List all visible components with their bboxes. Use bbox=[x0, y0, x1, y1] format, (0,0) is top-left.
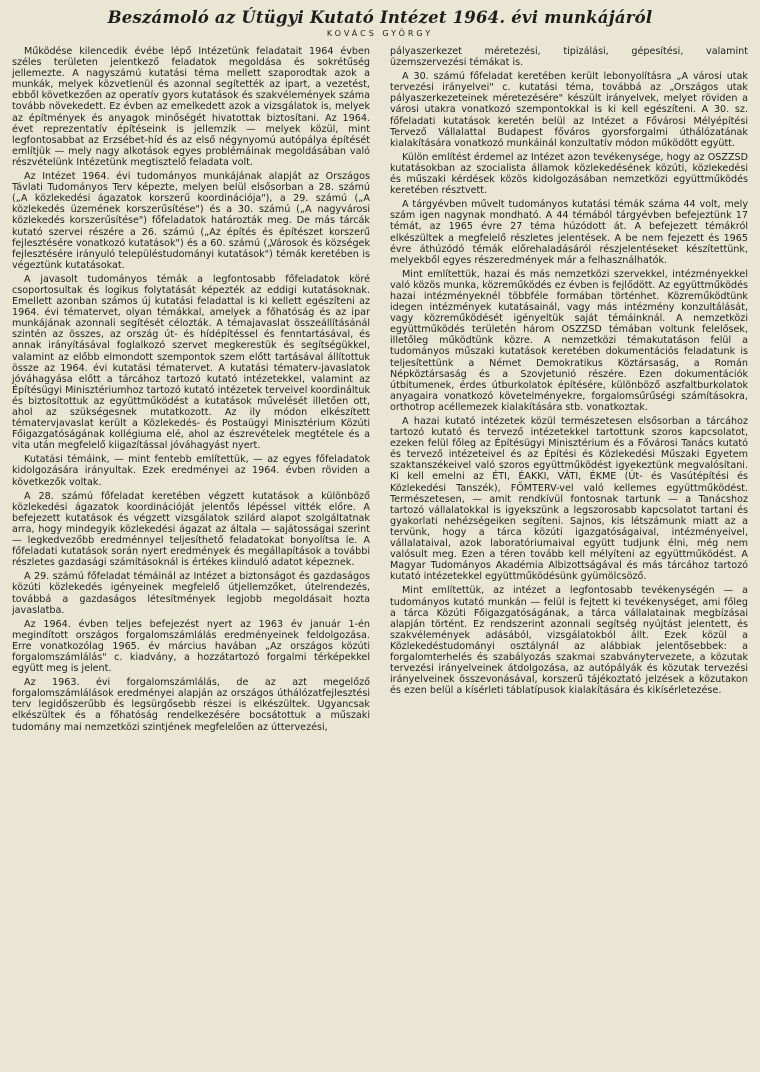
left-column bbox=[12, 46, 370, 736]
paragraph: A javasolt tudományos témák a legfontosabb főfeladatok köré csoportosultak és logikus folytatását képezték az eddigi kutatásoknak. Emellett azonban számos új kutatási feladattal is ki kellett egészíteni az 1964. évi tématervet, olyan témákkal, amelyek a főhatóság és az ipar munkájának azonnali segítését célozták. A témajavaslat összeállításánál szintén az összes, az ország út- és hídépítéssel és fenntartásával, és annak irányításával foglalkozó szervet megkerestük és segítségükkel, valamint az előbb elmondott szempontok szem előtt tartásával állítottuk össze az 1964. évi kutatási tématervet. A kutatási tématerv-javaslatok jóváhagyása előtt a tárcához tartozó kutató intézetekkel, valamint az Építésügyi Minisztériumhoz tartozó kutató intézetek terveivel koordináltuk és biztosítottuk az együttműködést a kutatások művelését illetően ott, ahol az szükségesnek mutatkozott. Az ily módon elkészített tématervjavaslat került a Közlekedés- és Postaügyi Minisztérium Közúti Főigazgatóságának kollégiuma elé, ahol az észrevételek megtétele és a vita után megfelelő kiigazítással jóváhagyást nyert. bbox=[12, 273, 370, 452]
paragraph: Mint említettük, az intézet a legfontosabb tevékenységén — a tudományos kutató munkán — felül is fejtett ki tevékenységet, ami főleg a tárca Közúti Főigazgatóságának, a tárca vállalatainak megbízásai alapján történt. Ez rendszerint azonnali segítség nyújtást jelentett, és szakvélemények adásából, vizsgálatokból állt. Ezek közül a Közlekedéstudományi osztálynál az alábbiak jelentősebbek: a forgalomterhelés és szabályozás szakmai szabványtervezete, a közutak tervezési irányelveinek átdolgozása, az autópályák és közutak tervezési irányelveinek összevonásával, korszerű tájékoztató jelzések a közutakon és ezen belül a kísérleti táblatípusok kialakítására és kikísérletezése. bbox=[390, 585, 748, 697]
paragraph: Az Intézet 1964. évi tudományos munkájának alapját az Országos Távlati Tudományos Terv képezte, melyen belül elsősorban a 28. számú („A közlekedési ágazatok korszerű koordinációja"), a 29. számú („A közlekedés üzemének korszerűsítése") és a 30. számú („A nagyvárosi közlekedés korszerűsítése") főfeladatok határozták meg. De más tárcák kutató szervei részére a 26. számú („Az építés és építészet korszerű fejlesztésére vonatkozó kutatások") és a 60. számú („Városok és községek fejlesztésére irányuló településtudományi kutatások") témák keretében is végeztünk kutatásokat. bbox=[12, 171, 370, 271]
paragraph: Kutatási témáink, — mint fentebb említettük, — az egyes főfeladatok kidolgozására irányultak. Ezek eredményei az 1964. évben röviden a következők voltak. bbox=[12, 454, 370, 488]
paragraph: Az 1964. évben teljes befejezést nyert az 1963 év január 1-én megindított országos forgalomszámlálás eredményeinek feldolgozása. Erre vonatkozólag 1965. év március havában „Az országos közúti forgalomszámlálás" c. kiadvány, a hozzátartozó forgalmi térképekkel együtt meg is jelent. bbox=[12, 618, 370, 675]
paragraph-continued: pályaszerkezet méretezési, tipizálási, gépesítési, valamint üzemszervezési témákat is. bbox=[390, 46, 748, 69]
right-column bbox=[390, 46, 748, 736]
article-author: KOVÁCS GYÖRGY bbox=[326, 29, 434, 38]
paragraph: Működése kilencedik évébe lépő Intézetünk feladatait 1964 évben széles területen jelentkező feladatok megoldása és sokrétűség jellemezte. A nagyszámú kutatási téma mellett szaporodtak azok a munkák, melyek közvetlenül és azonnal segítették az ipart, a vezetést, ebből következően az operatív gyors kutatások és szakvélemények száma tovább növekedett. Ez évben az emelkedett azok a vizsgálatok is, melyek az építmények és anyagok minőségét hivatottak biztosítani. Az 1964. évet reprezentatív építéseink is jellemzik — melyek közül, mint legfontosabbat az Erzsébet-híd és az első négynyomú autópálya építését említjük — mely nagy alkotások egyes problémáinak megoldásában való részvételünk Intézetünk megtisztelő feladata volt. bbox=[12, 46, 370, 168]
paragraph: A 28. számú főfeladat keretében végzett kutatások a különböző közlekedési ágazatok koordinációját jelentős lépéssel vitték előre. A befejezett kutatások és végzett vizsgálatok szilárd alapot szolgáltatnak arra, hogy mindegyik közlekedési ágazat az általa — sajátosságai szerint — legkedvezőbb eredménnyel teljesíthető feladatokat bonyolítsa le. A főfeladati kutatások során nyert eredmények és megállapítások a további részletes gazdasági számításoknál is értékes kiinduló adatot képeznek. bbox=[12, 490, 370, 569]
paragraph: Mint említettük, hazai és más nemzetközi szervekkel, intézményekkel való közös munka, közreműködés ez évben is fejlődött. Az együttműködés hazai intézményeknél többféle formában történhet. Közreműködtünk idegen intézmények kutatásainál, vagy más intézmény konzultálását, vagy közreműködését igényeltük saját témáinknál. A nemzetközi együttműködés területén három OSZZSD témában voltunk felelősek, illetőleg működtünk közre. A nemzetközi témakutatáson felül a tudományos műszaki kutatások keretében dokumentációs feladatunk is teljesítettünk a Német Demokratikus Köztársaság, a Román Népköztársaság és a Szovjetunió részére. Ezen dokumentációk útbitumenek, érdes útburkolatok építésére, különböző aszfaltburkolatok anyagaira vonatkozó követelményekre, forgalomsűrűségi számításokra, orthotrop acéllemezek kialakítására stb. vonatkoztak. bbox=[390, 268, 748, 413]
paragraph: Az 1963. évi forgalomszámlálás, de az azt megelőző forgalomszámlálások eredményei alapján az országos úthálózatfejlesztési terv legidőszerűbb és legsürgősebb részei is elkészültek. Ugyancsak elkészültek és a főhatóság rendelkezésére bocsátottuk a műszaki tudomány mai nemzetközi szintjének megfelelően az úttervezési, bbox=[12, 677, 370, 733]
paragraph: A tárgyévben művelt tudományos kutatási témák száma 44 volt, mely szám igen nagynak mondható. A 44 témából tárgyévben befejeztünk 17 témát, az 1965 évre 27 téma húzódott át. A befejezett témákról elkészültek a megfelelő részletes jelentések. A be nem fejezett és 1965 évre áthúzódó témák előrehaladásáról részjelentéseket készítettünk, melyekből egyes részeredmények már a felhasználhatók. bbox=[390, 199, 748, 266]
article-title: Beszámoló az Útügyi Kutató Intézet 1964. évi munkájáról bbox=[107, 8, 653, 27]
paragraph: A 30. számú főfeladat keretében került lebonyolításra „A városi utak tervezési irányelvei" c. kutatási téma, továbbá az „Országos utak pályaszerkezeteinek méretezésére" készült irányelvek, melyet röviden a városi utakra vonatkozó szempontokkal is ki kell egészíteni. A 30. sz. főfeladati kutatások keretén belül az Intézet a Fővárosi Mélyépítési Tervező Vállalattal Budapest főváros gyorsforgalmi úthálózatának kialakítására vonatkozó munkáinál konzultatív módon működött együtt. bbox=[390, 71, 748, 149]
paragraph: A 29. számú főfeladat témáinál az Intézet a biztonságot és gazdaságos közúti közlekedés igényeinek megfelelő útjellemzőket, útelrendezés, továbbá a gazdaságos létesítmények legjobb megoldásait hozta javaslatba. bbox=[12, 571, 370, 616]
article-body bbox=[12, 46, 748, 736]
paragraph: A hazai kutató intézetek közül természetesen elsősorban a tárcához tartozó kutató és tervező intézetekkel tartottunk szoros kapcsolatot, ezeken felül főleg az Építésügyi Minisztérium és a Fővárosi Tanács kutató és tervező intézeteivel és az Építési és Közlekedési Műszaki Egyetem szaktanszékeivel való szoros együttműködést igyekeztünk megvalósítani. Ki kell emelni az ÉTI, ÉAKKI, VÁTI, ÉKME (Út- és Vasútépítési és Közlekedési Tanszék), FŐMTERV-vel való kellemes együttműködést. Természetesen, — amit rendkívül fontosnak tartunk — a Tanácshoz tartozó vállalatokkal is igyekszünk a legszorosabb kapcsolatot tartani és gyakorlati nehézségeiken segíteni. Sajnos, kis létszámunk miatt az a tervünk, hogy a tárca közúti igazgatóságaival, intézményeivel, vállalataival, azok laboratóriumaival együtt tudjunk élni, még nem valósult meg. Ezen a téren tovább kell mélyíteni az együttműködést. A Magyar Tudományos Akadémia Albizottságával és más tárcához tartozó kutató intézetekkel együttműködésünk gyümölcsöző. bbox=[390, 416, 748, 583]
paragraph: Külön említést érdemel az Intézet azon tevékenysége, hogy az OSZZSD kutatásokban az szocialista államok közlekedésének közúti, közlekedési és műszaki kérdések közös kidolgozásában nemzetközi együttműködés keretében résztvett. bbox=[390, 151, 748, 197]
